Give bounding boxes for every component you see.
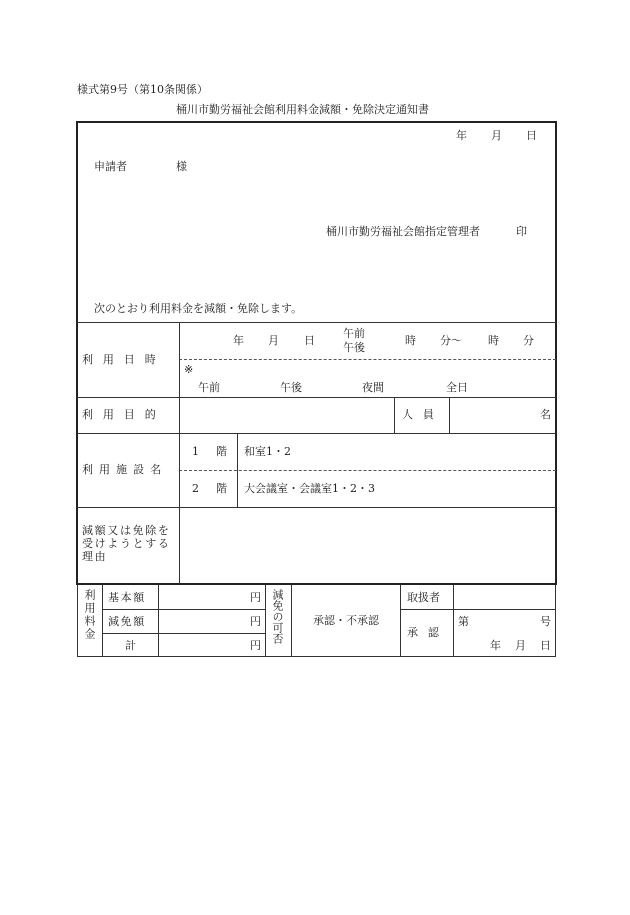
base-amount-label: 基本額: [108, 591, 146, 604]
fee-left-edge: [77, 585, 78, 657]
date-year: 年: [456, 129, 467, 142]
facility-rooms: 大会議室・会議室1・2・3: [244, 482, 375, 495]
purpose-divider: [449, 397, 450, 433]
fee-row-line: [102, 633, 266, 634]
decision-value: 承認・不承認: [313, 614, 379, 627]
dt-hour-start: 時: [405, 334, 416, 347]
approval-label: 承認: [407, 626, 449, 639]
floor-number: 1: [192, 445, 199, 458]
usage-datetime-label: 利用日時: [82, 353, 166, 366]
divider-line: [77, 507, 556, 508]
dt-minute-end: 分: [523, 334, 534, 347]
reduction-amount-label: 減免額: [108, 615, 146, 628]
note-mark: ※: [184, 363, 194, 376]
issuer-name: 桶川市勤労福祉会館指定管理者: [326, 225, 480, 238]
divider-line: [77, 433, 556, 434]
form-number: 様式第9号（第10条関係）: [77, 83, 208, 96]
floor-divider: [237, 433, 238, 507]
yen-unit: 円: [250, 615, 261, 628]
yen-unit: 円: [250, 639, 261, 652]
option-night: 夜間: [362, 381, 384, 394]
purpose-divider: [394, 397, 395, 433]
option-pm: 午後: [280, 381, 302, 394]
dt-year: 年: [233, 334, 244, 347]
fee-col-line: [265, 585, 266, 657]
notice-date: [456, 130, 537, 141]
approval-date-year: 年: [490, 639, 501, 652]
facility-dashed-line: [179, 470, 556, 471]
floor-unit: 階: [216, 482, 227, 495]
facility-label: 利用施設名: [82, 463, 168, 476]
handler-label: 取扱者: [407, 591, 440, 604]
fee-row-line: [102, 609, 266, 610]
approval-date-month: 月: [515, 639, 526, 652]
decision-label: 減免の可否: [271, 589, 284, 644]
option-allday: 全日: [446, 381, 468, 394]
option-am: 午前: [198, 381, 220, 394]
reason-label: 減額又は免除を受けようとする理由: [82, 524, 171, 563]
fee-col-line: [400, 585, 401, 657]
dt-day: 日: [304, 334, 315, 347]
number-suffix: 号: [540, 615, 551, 628]
people-label: 人員: [402, 408, 444, 421]
applicant-suffix: 様: [176, 160, 187, 173]
dt-pm: 午後: [343, 341, 365, 354]
notice-statement: 次のとおり利用料金を減額・免除します。: [94, 302, 303, 315]
divider-line: [77, 397, 556, 398]
fee-label: 利用料金: [83, 589, 96, 641]
dt-hour-end: 時: [488, 334, 499, 347]
fee-col-line: [453, 585, 454, 657]
dt-am: 午前: [343, 327, 365, 340]
number-prefix: 第: [458, 615, 469, 628]
total-label: 計: [125, 639, 136, 652]
form-title: 桶川市勤労福祉会館利用料金減額・免除決定通知書: [176, 103, 429, 116]
divider-line: [77, 322, 556, 323]
people-unit: 名: [540, 408, 551, 421]
date-day: 日: [526, 129, 537, 142]
fee-row-line: [400, 609, 556, 610]
dt-minute-start: 分〜: [440, 334, 462, 347]
approval-date-day: 日: [540, 639, 551, 652]
datetime-dashed-line: [179, 359, 556, 360]
floor-unit: 階: [216, 445, 227, 458]
floor-number: 2: [192, 482, 199, 495]
dt-month: 月: [268, 334, 279, 347]
fee-col-line: [158, 585, 159, 657]
yen-unit: 円: [250, 591, 261, 604]
fee-right-edge: [555, 585, 556, 657]
applicant-label: 申請者: [94, 160, 127, 173]
purpose-label: 利用目的: [82, 408, 166, 421]
fee-bottom-line: [77, 656, 556, 657]
date-month: 月: [491, 129, 502, 142]
fee-col-line: [102, 585, 103, 657]
facility-rooms: 和室1・2: [244, 445, 291, 458]
label-column-line: [179, 322, 180, 584]
fee-col-line: [291, 585, 292, 657]
seal-mark: 印: [516, 225, 527, 238]
